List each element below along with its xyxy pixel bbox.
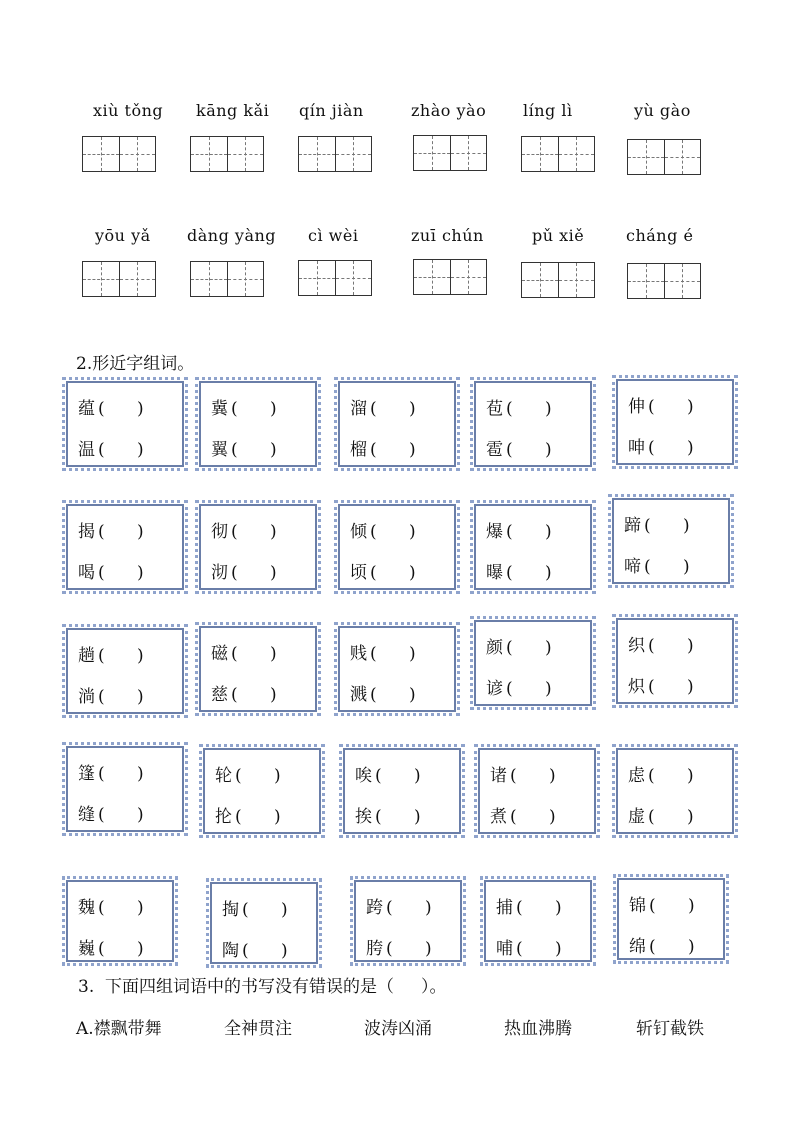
option-item[interactable]: 斩钉截铁 [636, 1019, 704, 1039]
char-card [474, 381, 592, 467]
writing-grid[interactable] [627, 139, 701, 175]
char-card [484, 880, 592, 962]
answer-blank[interactable]: ( ) [370, 440, 416, 460]
writing-grid[interactable] [521, 262, 595, 298]
answer-blank[interactable]: ( ) [510, 807, 556, 827]
char: 顷 [350, 563, 367, 583]
answer-blank[interactable]: ( ) [644, 557, 690, 577]
answer-blank[interactable]: ( ) [648, 766, 694, 786]
pinyin-label: cì wèi [308, 226, 359, 245]
answer-blank[interactable]: ( ) [510, 766, 556, 786]
answer-blank[interactable]: ( ) [98, 399, 144, 419]
char: 呻 [628, 438, 645, 458]
char: 虚 [628, 807, 645, 827]
char: 哺 [496, 939, 513, 959]
char-card [199, 504, 317, 590]
answer-blank[interactable]: ( ) [231, 563, 277, 583]
answer-blank[interactable]: ( ) [506, 679, 552, 699]
char: 绵 [629, 937, 646, 957]
answer-blank[interactable]: ( ) [231, 522, 277, 542]
answer-blank[interactable]: ( ) [98, 898, 144, 918]
option-item[interactable]: A.襟飘带舞 [76, 1019, 162, 1039]
pinyin-label: qín jiàn [299, 101, 364, 120]
char: 榴 [350, 440, 367, 460]
answer-blank[interactable]: ( ) [506, 522, 552, 542]
answer-blank[interactable]: ( ) [98, 687, 144, 707]
answer-blank[interactable]: ( ) [235, 766, 281, 786]
writing-grid[interactable] [298, 136, 372, 172]
answer-blank[interactable]: ( ) [98, 805, 144, 825]
answer-blank[interactable]: ( ) [370, 685, 416, 705]
answer-blank[interactable]: ( ) [98, 646, 144, 666]
char: 炽 [628, 677, 645, 697]
char: 倾 [350, 522, 367, 542]
char-card [338, 381, 456, 467]
char: 沏 [211, 563, 228, 583]
option-item[interactable]: 热血沸腾 [504, 1019, 572, 1039]
char-card [199, 626, 317, 712]
char: 跨 [366, 898, 383, 918]
pinyin-label: dàng yàng [187, 226, 277, 245]
answer-blank[interactable]: ( ) [231, 399, 277, 419]
answer-blank[interactable]: ( ) [370, 522, 416, 542]
char: 淌 [78, 687, 95, 707]
char: 冀 [211, 399, 228, 419]
char: 虑 [628, 766, 645, 786]
pinyin-label: líng lì [523, 101, 573, 120]
char: 蕴 [78, 399, 95, 419]
option-item[interactable]: 全神贯注 [224, 1019, 292, 1039]
answer-blank[interactable]: ( ) [386, 939, 432, 959]
char: 诸 [490, 766, 507, 786]
char-card [616, 618, 734, 704]
char-card [66, 880, 174, 962]
char-card [203, 748, 321, 834]
char: 掏 [222, 900, 239, 920]
char-card [338, 504, 456, 590]
answer-blank[interactable]: ( ) [98, 522, 144, 542]
char: 磁 [211, 644, 228, 664]
answer-blank[interactable]: ( ) [375, 766, 421, 786]
char-card [354, 880, 462, 962]
char-card [474, 620, 592, 706]
char: 捕 [496, 898, 513, 918]
char-card [338, 626, 456, 712]
pinyin-label: pǔ xiě [532, 226, 585, 245]
char: 唉 [355, 766, 372, 786]
answer-blank[interactable]: ( ) [648, 677, 694, 697]
char: 煮 [490, 807, 507, 827]
pinyin-label: zuī chún [411, 226, 484, 245]
writing-grid[interactable] [82, 136, 156, 172]
writing-grid[interactable] [413, 259, 487, 295]
answer-blank[interactable]: ( ) [648, 807, 694, 827]
answer-blank[interactable]: ( ) [242, 900, 288, 920]
writing-grid[interactable] [190, 136, 264, 172]
char: 爆 [486, 522, 503, 542]
writing-grid[interactable] [521, 136, 595, 172]
char: 溜 [350, 399, 367, 419]
char-card [66, 628, 184, 714]
answer-blank[interactable]: ( ) [649, 937, 695, 957]
answer-blank[interactable]: ( ) [235, 807, 281, 827]
writing-grid[interactable] [190, 261, 264, 297]
char: 温 [78, 440, 95, 460]
char-card [617, 878, 725, 960]
char: 陶 [222, 941, 239, 961]
char: 溅 [350, 685, 367, 705]
char: 织 [628, 636, 645, 656]
answer-blank[interactable]: ( ) [98, 563, 144, 583]
char: 魏 [78, 898, 95, 918]
answer-blank[interactable]: ( ) [386, 898, 432, 918]
char: 慈 [211, 685, 228, 705]
answer-blank[interactable]: ( ) [506, 399, 552, 419]
char: 挨 [355, 807, 372, 827]
char: 缝 [78, 805, 95, 825]
char-card [616, 379, 734, 465]
writing-grid[interactable] [627, 263, 701, 299]
answer-blank[interactable]: ( ) [648, 397, 694, 417]
writing-grid[interactable] [82, 261, 156, 297]
char-card [66, 381, 184, 467]
char: 雹 [486, 440, 503, 460]
char-card [199, 381, 317, 467]
option-item[interactable]: 波涛凶涌 [364, 1019, 432, 1039]
answer-blank[interactable]: ( ) [370, 563, 416, 583]
answer-blank[interactable]: ( ) [648, 438, 694, 458]
char: 揭 [78, 522, 95, 542]
char: 谚 [486, 679, 503, 699]
writing-grid[interactable] [413, 135, 487, 171]
pinyin-label: cháng é [626, 226, 694, 245]
char: 蹄 [624, 516, 641, 536]
answer-blank[interactable]: ( ) [375, 807, 421, 827]
char-card [478, 748, 596, 834]
char-card [612, 498, 730, 584]
char: 胯 [366, 939, 383, 959]
answer-blank[interactable]: ( ) [242, 941, 288, 961]
answer-blank[interactable]: ( ) [231, 440, 277, 460]
char: 彻 [211, 522, 228, 542]
char-card [474, 504, 592, 590]
answer-blank[interactable]: ( ) [98, 939, 144, 959]
answer-blank[interactable]: ( ) [648, 636, 694, 656]
char: 趟 [78, 646, 95, 666]
char: 贱 [350, 644, 367, 664]
answer-blank[interactable]: ( ) [506, 563, 552, 583]
char: 篷 [78, 764, 95, 784]
char-card [66, 504, 184, 590]
char: 啼 [624, 557, 641, 577]
answer-blank[interactable]: ( ) [370, 399, 416, 419]
char: 颜 [486, 638, 503, 658]
char: 轮 [215, 766, 232, 786]
answer-blank[interactable]: ( ) [506, 440, 552, 460]
char-card [210, 882, 318, 964]
pinyin-label: xiù tǒng [93, 101, 164, 120]
pinyin-label: zhào yào [411, 101, 487, 120]
char: 喝 [78, 563, 95, 583]
answer-blank[interactable]: ( ) [98, 764, 144, 784]
section-2-title: 2.形近字组词。 [76, 354, 195, 374]
answer-blank[interactable]: ( ) [516, 898, 562, 918]
question-3: 3. 下面四组词语中的书写没有错误的是（ ）。 [78, 977, 447, 997]
char-card [66, 746, 184, 832]
answer-blank[interactable]: ( ) [516, 939, 562, 959]
answer-blank[interactable]: ( ) [649, 896, 695, 916]
char: 苞 [486, 399, 503, 419]
answer-blank[interactable]: ( ) [98, 440, 144, 460]
char: 伸 [628, 397, 645, 417]
char: 翼 [211, 440, 228, 460]
pinyin-label: yù gào [634, 101, 691, 120]
answer-blank[interactable]: ( ) [231, 685, 277, 705]
writing-grid[interactable] [298, 260, 372, 296]
char: 抡 [215, 807, 232, 827]
char-card [616, 748, 734, 834]
answer-blank[interactable]: ( ) [506, 638, 552, 658]
answer-blank[interactable]: ( ) [231, 644, 277, 664]
char: 锦 [629, 896, 646, 916]
answer-blank[interactable]: ( ) [644, 516, 690, 536]
pinyin-label: kāng kǎi [196, 101, 270, 120]
char: 曝 [486, 563, 503, 583]
answer-blank[interactable]: ( ) [370, 644, 416, 664]
pinyin-label: yōu yǎ [95, 226, 151, 245]
char: 巍 [78, 939, 95, 959]
char-card [343, 748, 461, 834]
